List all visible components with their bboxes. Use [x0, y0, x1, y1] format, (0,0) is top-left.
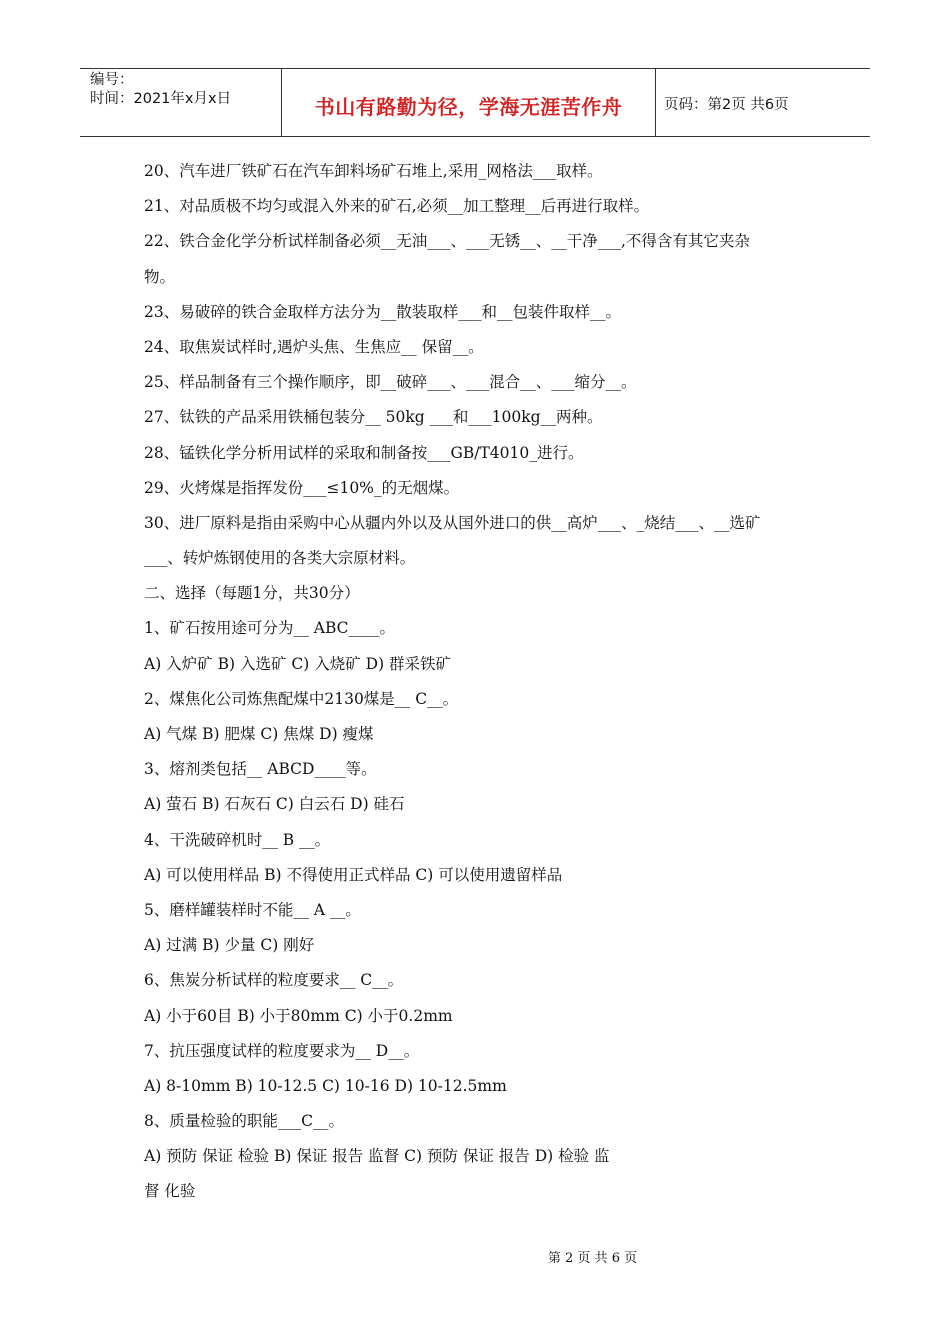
text-line: 29、火烤煤是指挥发份___≤10%_的无烟煤。: [144, 478, 460, 497]
text-line: 21、对品质极不均匀或混入外来的矿石,必须__加工整理__后再进行取样。: [144, 197, 650, 216]
text-line: 24、取焦炭试样时,遇炉头焦、生焦应__ 保留__。: [144, 337, 484, 356]
text-line: 30、进厂原料是指由采购中心从疆内外以及从国外进口的供__高炉___、_烧结___、__选矿: [144, 513, 761, 532]
text-line: 22、铁合金化学分析试样制备必须__无油___、___无锈__、__干净___,不得含有其它夹杂: [144, 232, 750, 251]
text-line: 4、干洗破碎机时__ B __。: [144, 830, 331, 849]
page-number-label: 页码：第2页 共6页: [664, 97, 789, 113]
text-line: 6、焦炭分析试样的粒度要求__ C__。: [144, 971, 404, 990]
text-line: A) 可以使用样品 B) 不得使用正式样品 C) 可以使用遗留样品: [144, 865, 563, 884]
header-slogan: 书山有路勤为径，学海无涯苦作舟: [314, 95, 623, 119]
text-line: 27、钛铁的产品采用铁桶包装分__ 50kg ___和___100kg__两种。: [144, 408, 603, 427]
text-line: A) 气煤 B) 肥煤 C) 焦煤 D) 瘦煤: [144, 725, 374, 743]
text-line: 督 化验: [144, 1182, 196, 1201]
text-line: 2、煤焦化公司炼焦配煤中2130煤是__ C__。: [144, 689, 459, 708]
header-meta: [90, 71, 280, 109]
text-line: 7、抗压强度试样的粒度要求为__ D__。: [144, 1041, 420, 1060]
text-line: 8、质量检验的职能___C__。: [144, 1112, 344, 1131]
text-line: A) 入炉矿 B) 入选矿 C) 入烧矿 D) 群采铁矿: [144, 654, 452, 673]
number-label: 编号：: [90, 72, 134, 88]
text-line: 5、磨样罐装样时不能__ A __。: [144, 900, 361, 919]
text-line: 物。: [144, 267, 176, 286]
text-line: A) 萤石 B) 石灰石 C) 白云石 D) 硅石: [144, 795, 405, 814]
text-line: A) 小于60目 B) 小于80mm C) 小于0.2mm: [144, 1006, 453, 1025]
page-footer: 第 2 页 共 6 页: [547, 1251, 638, 1266]
text-line: ___、转炉炼钢使用的各类大宗原材料。: [144, 549, 416, 568]
text-line: 二、选择（每题1分，共30分）: [144, 584, 360, 603]
text-line: 3、熔剂类包括__ ABCD____等。: [144, 760, 377, 779]
text-line: 23、易破碎的铁合金取样方法分为__散装取样___和__包装件取样__。: [144, 302, 621, 321]
text-line: A) 8-10mm B) 10-12.5 C) 10-16 D) 10-12.5mm: [144, 1076, 507, 1095]
document-body: [144, 154, 824, 1210]
text-line: A) 过满 B) 少量 C) 刚好: [144, 936, 315, 955]
text-line: 25、样品制备有三个操作顺序，即__破碎___、___混合__、___缩分__。: [144, 373, 637, 392]
text-line: 20、汽车进厂铁矿石在汽车卸料场矿石堆上,采用_网格法___取样。: [144, 162, 603, 180]
text-line: A) 预防 保证 检验 B) 保证 报告 监督 C) 预防 保证 报告 D) 检验 监: [144, 1147, 610, 1166]
page-header: [80, 68, 870, 137]
header-divider-right: [655, 69, 656, 136]
time-label: 时间：2021年x月x日: [90, 91, 232, 107]
text-line: 1、矿石按用途可分为__ ABC____。: [144, 619, 396, 638]
text-line: 28、锰铁化学分析用试样的采取和制备按___GB/T4010_进行。: [144, 443, 584, 462]
